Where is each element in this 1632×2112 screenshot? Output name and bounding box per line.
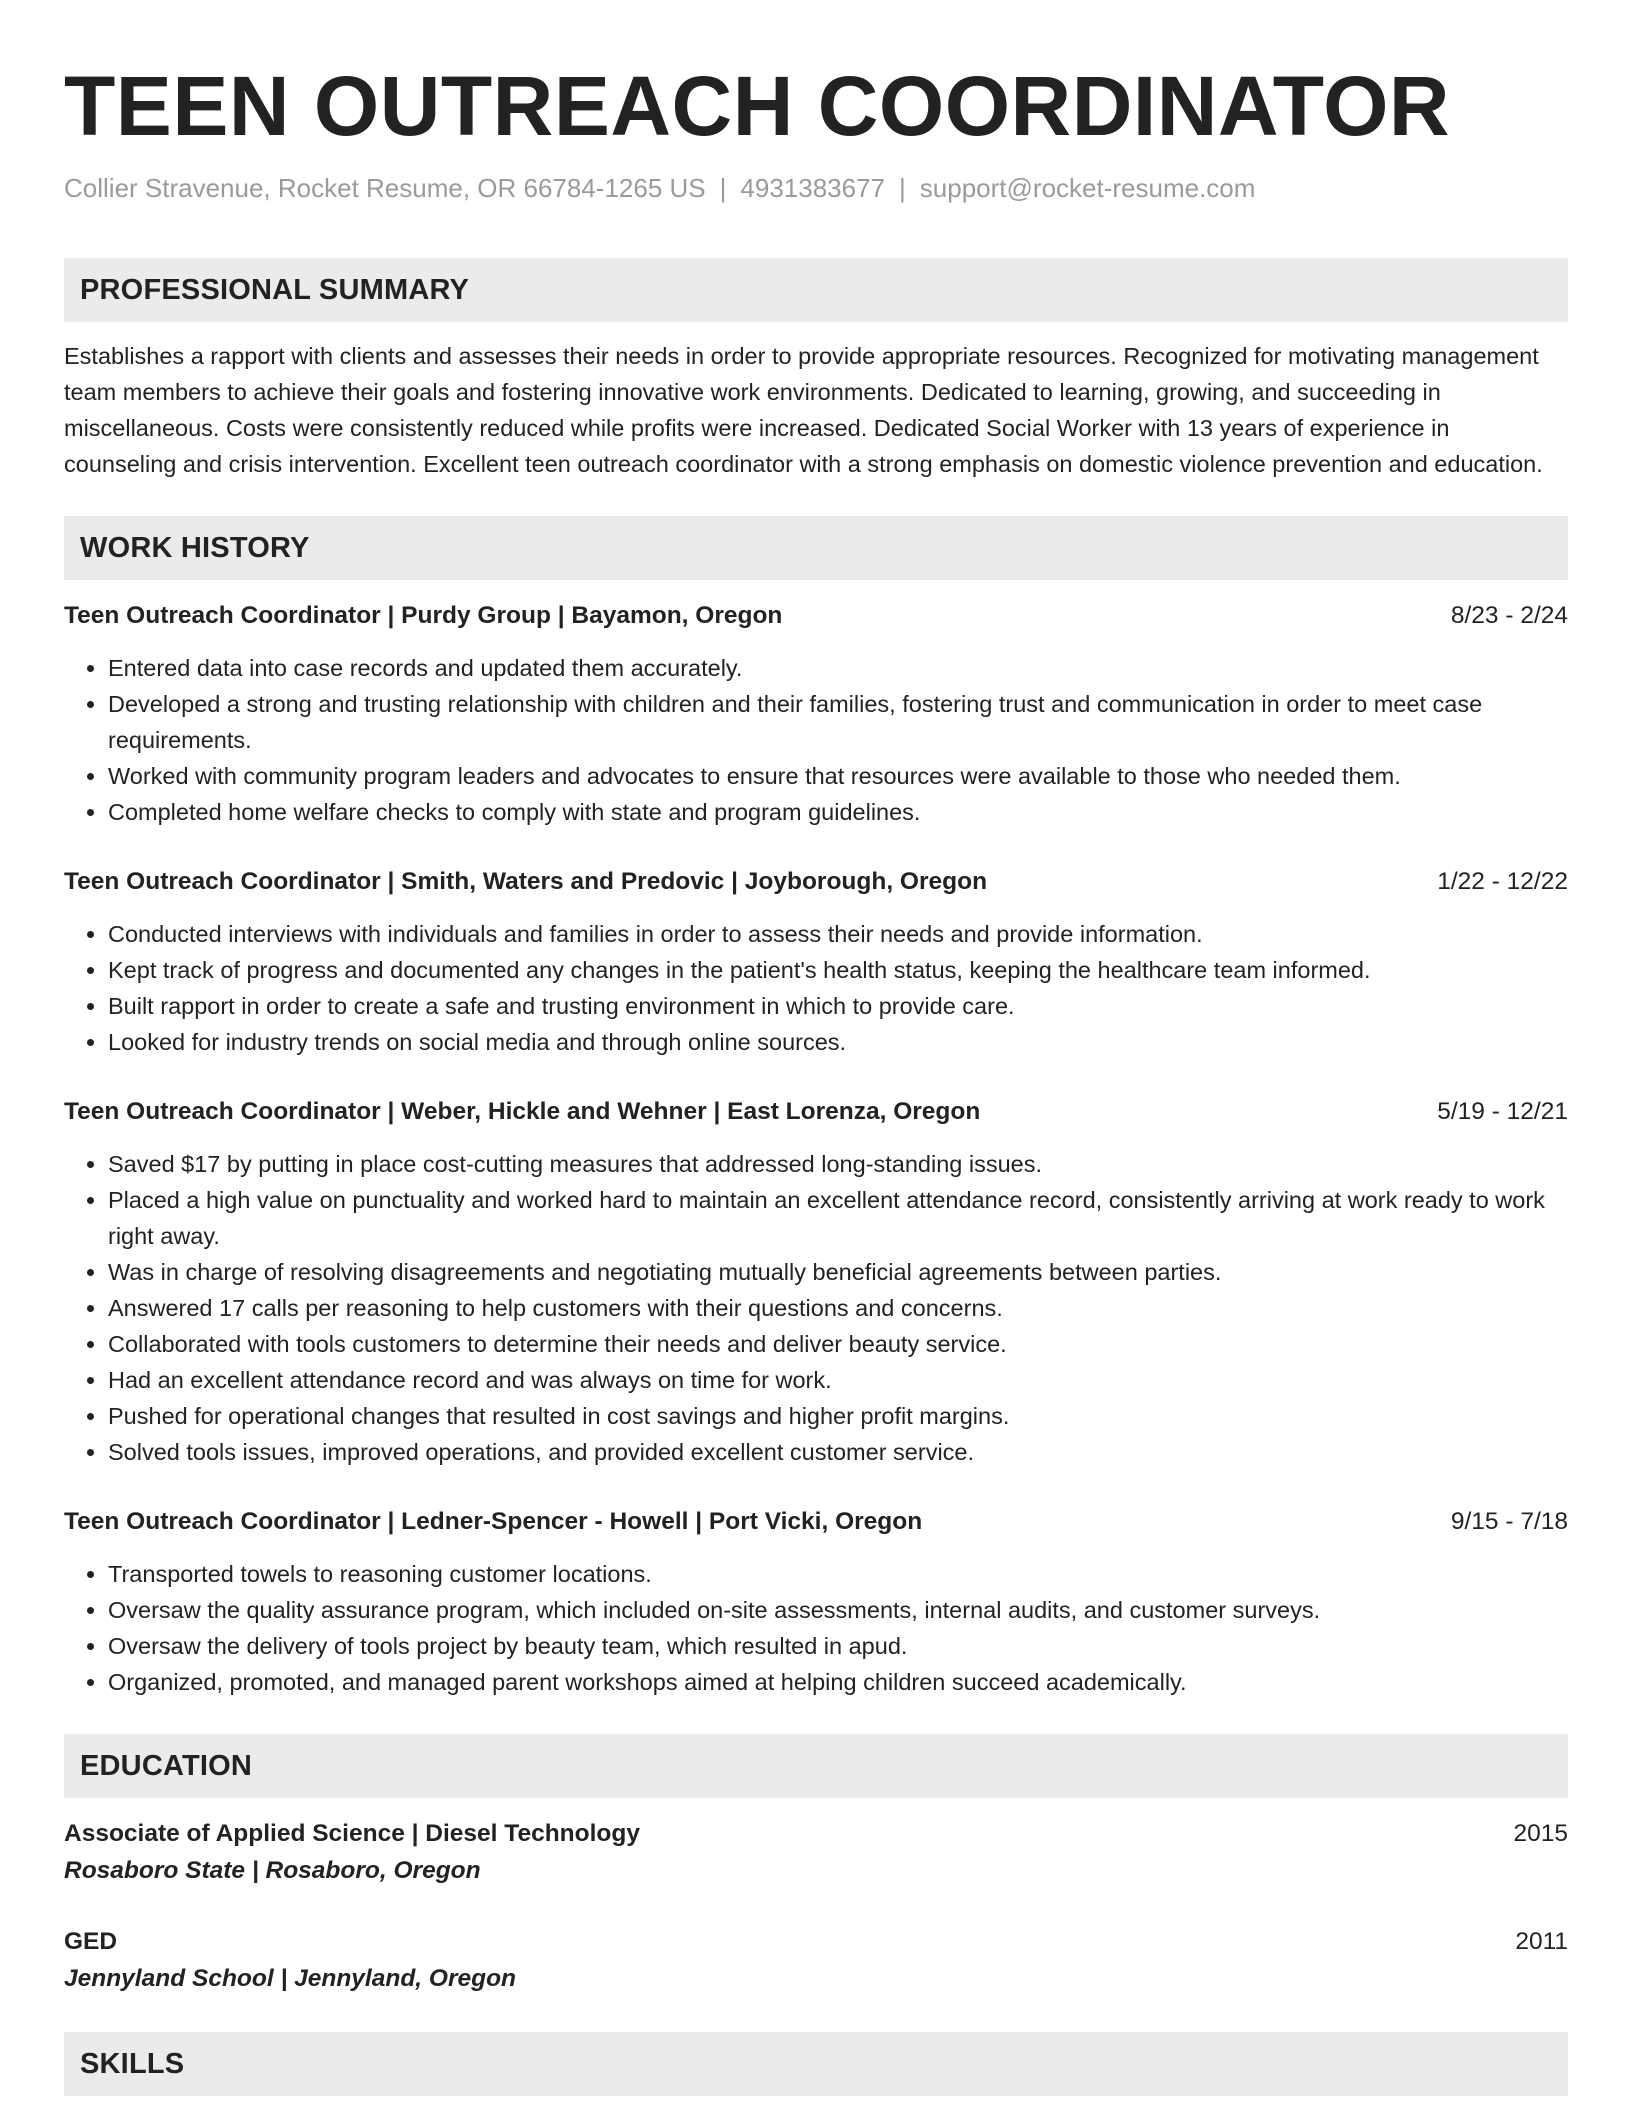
education-header (64, 1924, 1568, 1960)
job-title: Teen Outreach Coordinator | Ledner-Spencer - Howell | Port Vicki, Oregon (64, 1508, 923, 1535)
job-header (64, 598, 1568, 634)
job-bullet: • Placed a high value on punctuality and worked hard to maintain an excellent attendance record, consistently arriving at work ready to work right away. (108, 1182, 1568, 1254)
section-heading-work-history: WORK HISTORY (64, 516, 1568, 580)
contact-phone: 4931383677 (740, 173, 886, 203)
contact-line (64, 170, 1568, 206)
job-bullet: • Entered data into case records and updated them accurately. (108, 650, 1568, 686)
resume-name-heading: TEEN OUTREACH COORDINATOR (64, 59, 1451, 153)
job-bullet: • Answered 17 calls per reasoning to help customers with their questions and concerns. (108, 1290, 1568, 1326)
education-entry (64, 1816, 1568, 1890)
education-entry (64, 1924, 1568, 1998)
education-year: 2011 (1515, 1928, 1568, 1955)
job-header (64, 1504, 1568, 1540)
job-title: Teen Outreach Coordinator | Smith, Waters and Predovic | Joyborough, Oregon (64, 868, 988, 895)
job-bullet: • Solved tools issues, improved operations, and provided excellent customer service. (108, 1434, 1568, 1470)
education-school: Rosaboro State | Rosaboro, Oregon (64, 1857, 481, 1884)
job-title: Teen Outreach Coordinator | Weber, Hickle and Wehner | East Lorenza, Oregon (64, 1098, 981, 1125)
education-school: Jennyland School | Jennyland, Oregon (64, 1965, 517, 1992)
job-title: Teen Outreach Coordinator | Purdy Group | Bayamon, Oregon (64, 602, 783, 629)
job-dates: 9/15 - 7/18 (1450, 1508, 1568, 1535)
job-header (64, 864, 1568, 900)
summary-paragraph: Establishes a rapport with clients and assesses their needs in order to provide appropriate resources. Recognized for motivating management team members to achieve their goals and fostering innovative work environments. Dedicated to learning, growing, and succeeding in miscellaneous. Costs were consistently reduced while profits were increased. Dedicated Social Worker with 13 years of experience in counseling and crisis intervention. Excellent teen outreach coordinator with a strong emphasis on domestic violence prevention and education. (64, 343, 1543, 477)
job-bullet: • Conducted interviews with individuals and families in order to assess their needs and provide information. (108, 916, 1568, 952)
job-bullet: • Developed a strong and trusting relationship with children and their families, fostering trust and communication in order to meet case requirements. (108, 686, 1568, 758)
job-bullet: • Transported towels to reasoning customer locations. (108, 1556, 1568, 1592)
contact-separator: | (899, 173, 906, 203)
job-bullet-list (64, 650, 1568, 830)
job-bullet: • Completed home welfare checks to comply with state and program guidelines. (108, 794, 1568, 830)
job-bullet: • Kept track of progress and documented any changes in the patient's health status, keeping the healthcare team informed. (108, 952, 1568, 988)
job-entry (64, 1504, 1568, 1700)
section-heading-summary: PROFESSIONAL SUMMARY (64, 258, 1568, 322)
contact-email: support@rocket-resume.com (919, 173, 1256, 203)
job-bullet: • Looked for industry trends on social media and through online sources. (108, 1024, 1568, 1060)
contact-address: Collier Stravenue, Rocket Resume, OR 66784-1265 US (64, 173, 706, 203)
contact-separator: | (719, 173, 727, 203)
education-header (64, 1816, 1568, 1852)
job-bullet: • Worked with community program leaders and advocates to ensure that resources were available to those who needed them. (108, 758, 1568, 794)
education-degree: GED (64, 1928, 118, 1955)
job-dates: 8/23 - 2/24 (1450, 602, 1568, 629)
job-bullet-list (64, 1556, 1568, 1700)
resume-page (64, 56, 1568, 2096)
job-dates: 1/22 - 12/22 (1437, 868, 1568, 895)
job-bullet: • Built rapport in order to create a safe and trusting environment in which to provide care. (108, 988, 1568, 1024)
education-year: 2015 (1513, 1820, 1568, 1847)
job-bullet: • Was in charge of resolving disagreements and negotiating mutually beneficial agreements between parties. (108, 1254, 1568, 1290)
job-bullet-list (64, 916, 1568, 1060)
job-bullet: • Pushed for operational changes that resulted in cost savings and higher profit margins. (108, 1398, 1568, 1434)
job-bullet: • Had an excellent attendance record and was always on time for work. (108, 1362, 1568, 1398)
job-dates: 5/19 - 12/21 (1437, 1098, 1568, 1125)
job-bullet: • Oversaw the quality assurance program, which included on-site assessments, internal audits, and customer surveys. (108, 1592, 1568, 1628)
section-heading-skills: SKILLS (64, 2032, 1568, 2096)
job-entry (64, 864, 1568, 1060)
job-header (64, 1094, 1568, 1130)
section-heading-education: EDUCATION (64, 1734, 1568, 1798)
job-bullet: • Oversaw the delivery of tools project by beauty team, which resulted in apud. (108, 1628, 1568, 1664)
job-bullet: • Saved $17 by putting in place cost-cutting measures that addressed long-standing issues. (108, 1146, 1568, 1182)
job-bullet: • Organized, promoted, and managed parent workshops aimed at helping children succeed academically. (108, 1664, 1568, 1700)
job-bullet-list (64, 1146, 1568, 1470)
job-entry (64, 598, 1568, 830)
job-entry (64, 1094, 1568, 1470)
education-degree: Associate of Applied Science | Diesel Technology (64, 1820, 640, 1847)
job-bullet: • Collaborated with tools customers to determine their needs and deliver beauty service. (108, 1326, 1568, 1362)
